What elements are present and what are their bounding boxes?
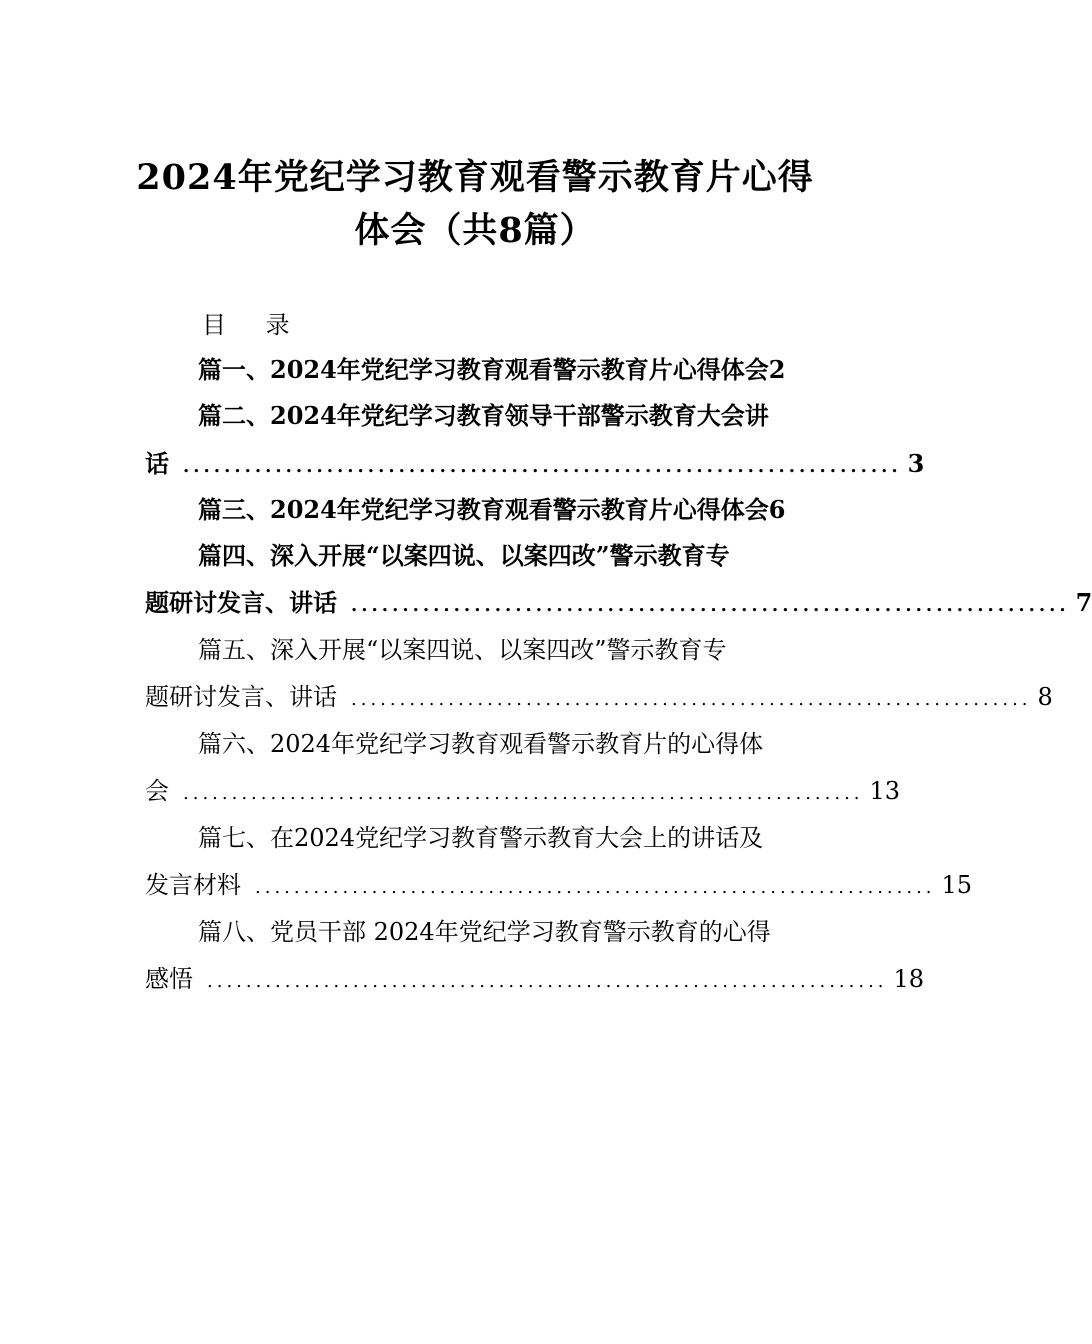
toc-entry-6-continuation[interactable] [145, 771, 901, 806]
toc-entry-1[interactable]: 篇一、2024年党纪学习教育观看警示教育片心得体会2 [198, 355, 786, 384]
toc-entry-2-continuation[interactable] [145, 444, 925, 479]
toc-entry-6-page: 13 [869, 777, 901, 805]
toc-entry-6[interactable]: 篇六、2024年党纪学习教育观看警示教育片的心得体 [198, 730, 764, 758]
dot-leader: ...................................................................... [183, 783, 864, 804]
toc-entry-8-text: 感悟 [145, 965, 193, 993]
document-title-line-1: 2024年党纪学习教育观看警示教育片心得 [136, 157, 814, 198]
toc-heading: 目 录 [202, 311, 306, 339]
toc-entry-2-text: 话 [145, 449, 169, 478]
toc-entry-6-text: 会 [145, 777, 169, 805]
toc-entry-4-continuation[interactable] [145, 583, 1092, 618]
toc-entry-4-text: 题研讨发言、讲话 [145, 588, 337, 617]
toc-entry-5-text: 题研讨发言、讲话 [145, 683, 337, 711]
toc-entry-5-continuation[interactable] [145, 677, 1053, 712]
dot-leader: ...................................................................... [351, 595, 1070, 616]
dot-leader: ...................................................................... [255, 877, 936, 898]
dot-leader: ...................................................................... [183, 456, 902, 477]
toc-entry-8[interactable]: 篇八、党员干部 2024年党纪学习教育警示教育的心得 [198, 918, 771, 946]
dot-leader: ...................................................................... [351, 689, 1032, 710]
document-title-line-2: 体会（共8篇） [354, 210, 596, 251]
toc-entry-4-page: 7 [1075, 588, 1092, 617]
toc-entry-5[interactable]: 篇五、深入开展“以案四说、以案四改”警示教育专 [198, 636, 727, 664]
toc-entry-3[interactable]: 篇三、2024年党纪学习教育观看警示教育片心得体会6 [198, 495, 786, 524]
toc-entry-4[interactable]: 篇四、深入开展“以案四说、以案四改”警示教育专 [198, 541, 730, 570]
dot-leader: ...................................................................... [207, 971, 888, 992]
toc-entry-8-page: 18 [893, 965, 925, 993]
toc-entry-2-page: 3 [907, 449, 925, 478]
toc-entry-7[interactable]: 篇七、在2024党纪学习教育警示教育大会上的讲话及 [198, 824, 764, 852]
toc-entry-7-continuation[interactable] [145, 865, 973, 900]
toc-entry-8-continuation[interactable] [145, 959, 925, 994]
toc-entry-7-text: 发言材料 [145, 871, 241, 899]
toc-entry-7-page: 15 [941, 871, 973, 899]
toc-entry-5-page: 8 [1037, 683, 1053, 711]
toc-entry-2[interactable]: 篇二、2024年党纪学习教育领导干部警示教育大会讲 [198, 401, 769, 430]
